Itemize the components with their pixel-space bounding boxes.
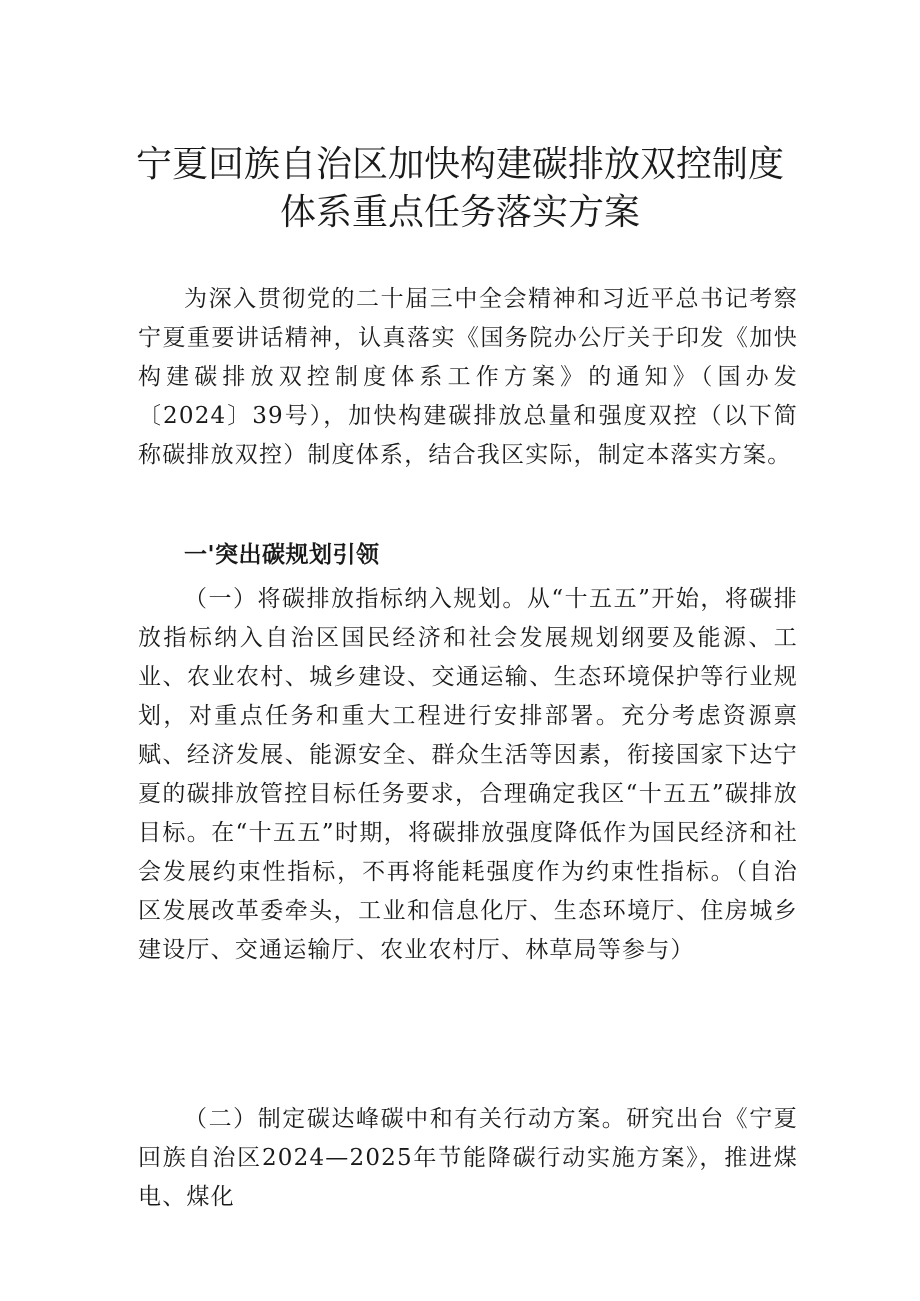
document-title-line-1: 宁夏回族自治区加快构建碳排放双控制度	[135, 144, 784, 186]
item-2-paragraph: （二）制定碳达峰碳中和有关行动方案。研究出台《宁夏回族自治区2024—2025年节能降碳行动实施方案》，推进煤电、煤化	[138, 1106, 798, 1210]
section-1-heading: 一'突出碳规划引领	[184, 542, 380, 568]
document-title-line-2: 体系重点任务落实方案	[279, 192, 640, 234]
item-1-paragraph: （一）将碳排放指标纳入规划。从“十五五”开始，将碳排放指标纳入自治区国民经济和社会发展规划纲要及能源、工业、农业农村、城乡建设、交通运输、生态环境保护等行业规划，对重点任务和重大工程进行安排部署。充分考虑资源禀赋、经济发展、能源安全、群众生活等因素，衔接国家下达宁夏的碳排放管控目标任务要求，合理确定我区“十五五”碳排放目标。在“十五五”时期，将碳排放强度降低作为国民经济和社会发展约束性指标，不再将能耗强度作为约束性指标。（自治区发展改革委牵头，工业和信息化厅、生态环境厅、住房城乡建设厅、交通运输厅、农业农村厅、林草局等参与）	[138, 586, 798, 963]
intro-paragraph: 为深入贯彻党的二十届三中全会精神和习近平总书记考察宁夏重要讲话精神，认真落实《国务院办公厅关于印发《加快构建碳排放双控制度体系工作方案》的通知》（国办发〔2024〕39号），加快构建碳排放总量和强度双控（以下简称碳排放双控）制度体系，结合我区实际，制定本落实方案。	[138, 286, 798, 468]
